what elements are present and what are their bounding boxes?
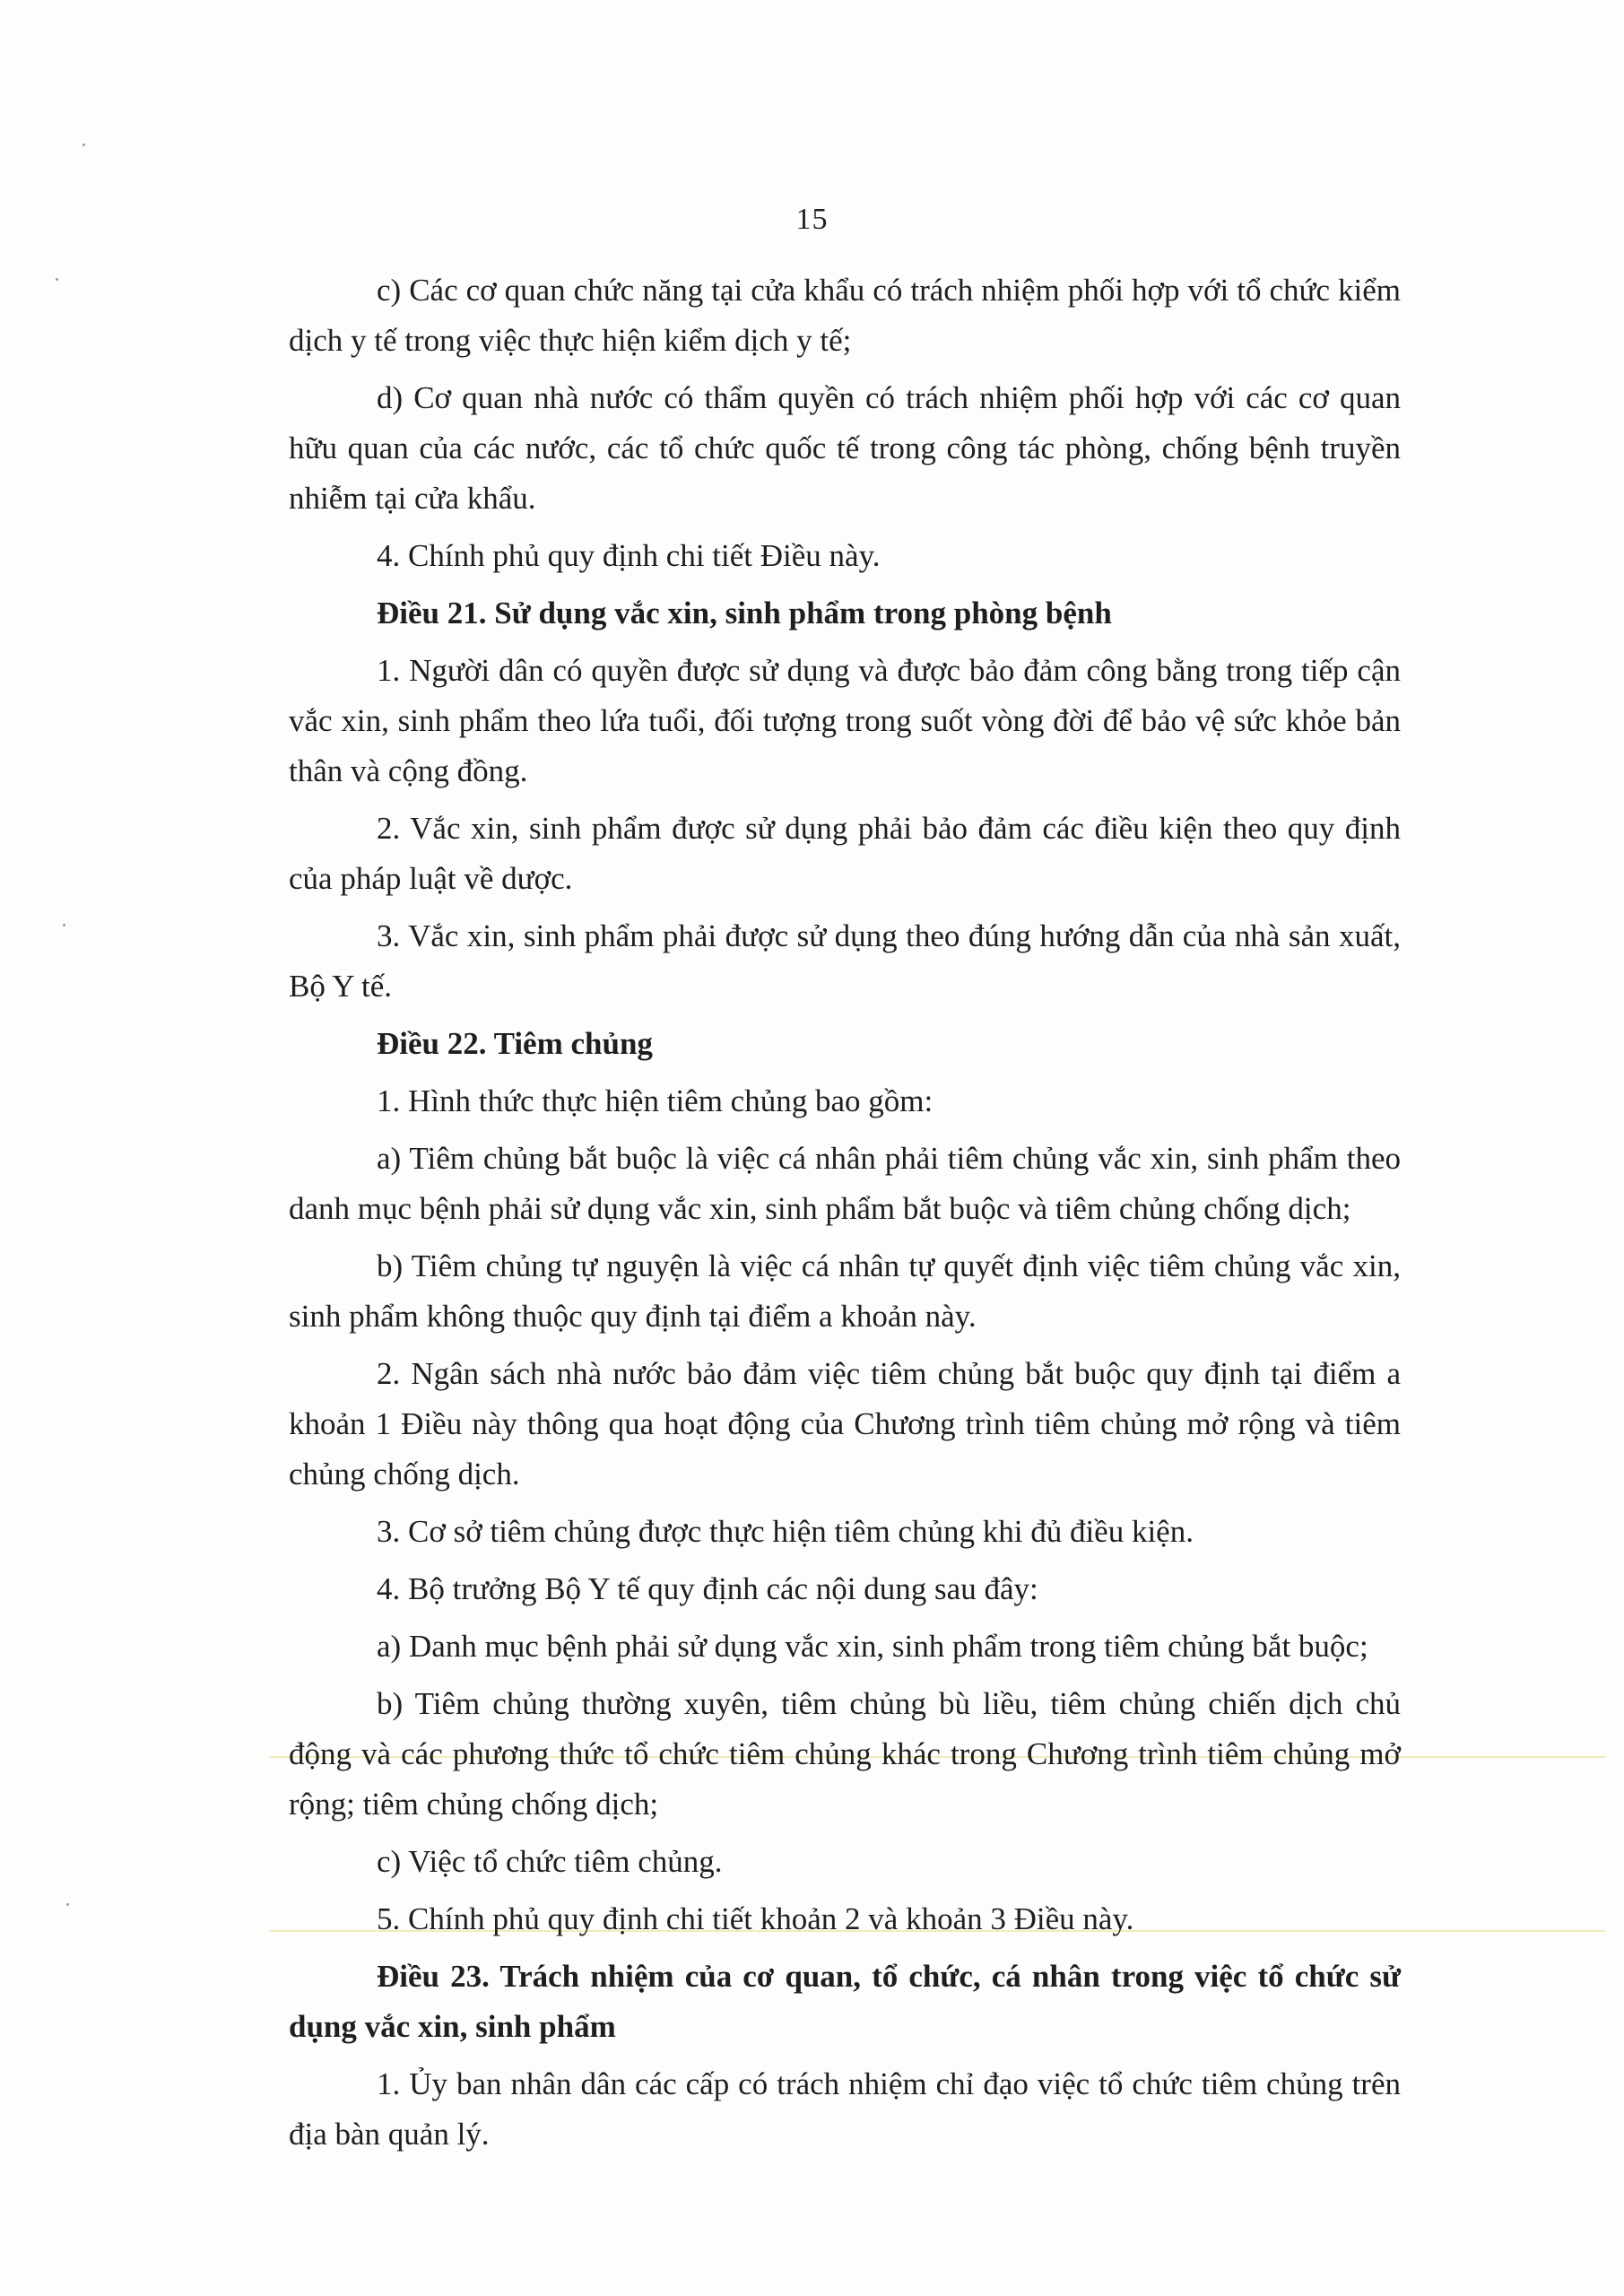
article-heading: Điều 22. Tiêm chủng [377,1026,653,1061]
paragraph: 5. Chính phủ quy định chi tiết khoản 2 và khoản 3 Điều này. [377,1901,1134,1936]
paragraph: 2. Vắc xin, sinh phẩm được sử dụng phải bảo đảm các điều kiện theo quy định của pháp luật về dược. [289,811,1401,896]
paragraph: b) Tiêm chủng thường xuyên, tiêm chủng bù liều, tiêm chủng chiến dịch chủ động và các phương thức tổ chức tiêm chủng khác trong Chương trình tiêm chủng mở rộng; tiêm chủng chống dịch; [289,1686,1401,1822]
paragraph: 1. Người dân có quyền được sử dụng và được bảo đảm công bằng trong tiếp cận vắc xin, sinh phẩm theo lứa tuổi, đối tượng trong suốt vòng đời để bảo vệ sức khỏe bản thân và cộng đồng. [289,653,1401,788]
scan-speck [63,924,65,926]
paragraph: b) Tiêm chủng tự nguyện là việc cá nhân tự quyết định việc tiêm chủng vắc xin, sinh phẩm không thuộc quy định tại điểm a khoản này. [289,1248,1401,1334]
article-heading: Điều 21. Sử dụng vắc xin, sinh phẩm trong phòng bệnh [377,596,1112,631]
paragraph: d) Cơ quan nhà nước có thẩm quyền có trách nhiệm phối hợp với các cơ quan hữu quan của các nước, các tổ chức quốc tế trong công tác phòng, chống bệnh truyền nhiễm tại cửa khẩu. [289,380,1401,516]
paragraph: 1. Hình thức thực hiện tiêm chủng bao gồm: [377,1083,934,1118]
paragraph: 3. Cơ sở tiêm chủng được thực hiện tiêm chủng khi đủ điều kiện. [377,1514,1194,1549]
page-number: 15 [795,203,829,236]
paragraph: a) Danh mục bệnh phải sử dụng vắc xin, sinh phẩm trong tiêm chủng bắt buộc; [377,1629,1368,1664]
scan-speck [66,1903,69,1906]
scan-speck [56,278,58,281]
paragraph: 4. Chính phủ quy định chi tiết Điều này. [377,538,881,573]
paragraph: c) Việc tổ chức tiêm chủng. [377,1844,723,1879]
document-body [289,265,1401,2167]
paragraph: a) Tiêm chủng bắt buộc là việc cá nhân phải tiêm chủng vắc xin, sinh phẩm theo danh mục bệnh phải sử dụng vắc xin, sinh phẩm bắt buộc và tiêm chủng chống dịch; [289,1141,1401,1226]
paragraph: 2. Ngân sách nhà nước bảo đảm việc tiêm chủng bắt buộc quy định tại điểm a khoản 1 Điều này thông qua hoạt động của Chương trình tiêm chủng mở rộng và tiêm chủng chống dịch. [289,1356,1401,1492]
scan-speck [83,144,85,146]
article-heading: Điều 23. Trách nhiệm của cơ quan, tổ chức, cá nhân trong việc tổ chức sử dụng vắc xin, sinh phẩm [289,1959,1401,2044]
paragraph: 3. Vắc xin, sinh phẩm phải được sử dụng theo đúng hướng dẫn của nhà sản xuất, Bộ Y tế. [289,918,1401,1004]
paragraph: c) Các cơ quan chức năng tại cửa khẩu có trách nhiệm phối hợp với tổ chức kiểm dịch y tế trong việc thực hiện kiểm dịch y tế; [289,273,1401,358]
paragraph: 1. Ủy ban nhân dân các cấp có trách nhiệm chỉ đạo việc tổ chức tiêm chủng trên địa bàn quản lý. [289,2066,1401,2152]
paragraph: 4. Bộ trưởng Bộ Y tế quy định các nội dung sau đây: [377,1571,1038,1606]
